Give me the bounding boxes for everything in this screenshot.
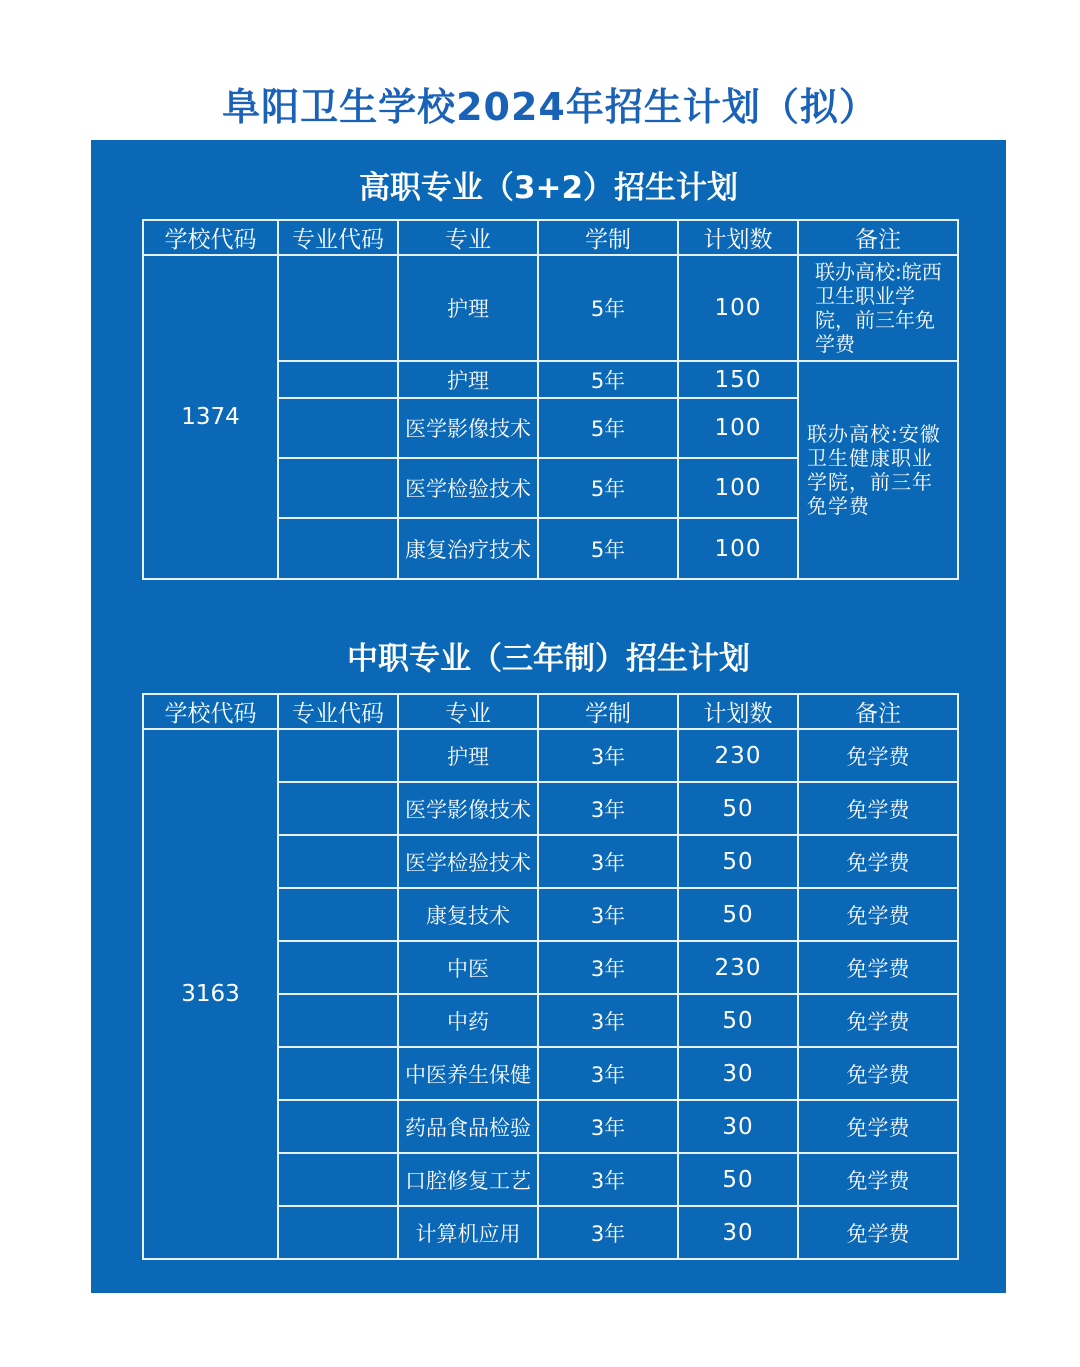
major: 护理 — [398, 361, 538, 398]
major: 医学检验技术 — [398, 835, 538, 888]
remark: 免学费 — [798, 888, 958, 941]
remark: 免学费 — [798, 1153, 958, 1206]
remark: 免学费 — [798, 994, 958, 1047]
major-code — [278, 729, 398, 782]
major-code — [278, 941, 398, 994]
header-cell: 专业 — [398, 220, 538, 255]
plan-panel — [91, 140, 1006, 1293]
table-header — [143, 220, 958, 255]
header-cell: 备注 — [798, 694, 958, 729]
major-code — [278, 1206, 398, 1259]
plan-count: 50 — [678, 994, 798, 1047]
remark: 免学费 — [798, 1047, 958, 1100]
table-row — [143, 729, 958, 782]
higher-plan-table — [142, 219, 959, 580]
major-code — [278, 835, 398, 888]
major: 口腔修复工艺 — [398, 1153, 538, 1206]
major: 护理 — [398, 255, 538, 361]
plan-count: 50 — [678, 888, 798, 941]
header-cell: 学制 — [538, 220, 678, 255]
major: 医学影像技术 — [398, 398, 538, 458]
plan-count: 230 — [678, 941, 798, 994]
years: 3年 — [538, 729, 678, 782]
major: 护理 — [398, 729, 538, 782]
remark: 免学费 — [798, 729, 958, 782]
major-code — [278, 398, 398, 458]
major-code — [278, 994, 398, 1047]
remark: 免学费 — [798, 941, 958, 994]
major: 康复治疗技术 — [398, 518, 538, 579]
header-cell: 专业代码 — [278, 220, 398, 255]
major-code — [278, 361, 398, 398]
major-code — [278, 255, 398, 361]
plan-count: 100 — [678, 518, 798, 579]
plan-count: 230 — [678, 729, 798, 782]
header-cell: 专业 — [398, 694, 538, 729]
header-cell: 计划数 — [678, 220, 798, 255]
major-code — [278, 1047, 398, 1100]
plan-count: 50 — [678, 782, 798, 835]
school-code: 3163 — [143, 729, 278, 1259]
years: 5年 — [538, 458, 678, 518]
years: 3年 — [538, 888, 678, 941]
header-cell: 计划数 — [678, 694, 798, 729]
major-code — [278, 1153, 398, 1206]
major-code — [278, 782, 398, 835]
years: 3年 — [538, 941, 678, 994]
header-cell: 专业代码 — [278, 694, 398, 729]
header-cell: 备注 — [798, 220, 958, 255]
plan-count: 30 — [678, 1100, 798, 1153]
major: 中医养生保健 — [398, 1047, 538, 1100]
years: 3年 — [538, 782, 678, 835]
major: 康复技术 — [398, 888, 538, 941]
header-cell: 学校代码 — [143, 694, 278, 729]
plan-count: 100 — [678, 255, 798, 361]
years: 5年 — [538, 255, 678, 361]
major: 药品食品检验 — [398, 1100, 538, 1153]
plan-count: 30 — [678, 1206, 798, 1259]
remark: 免学费 — [798, 782, 958, 835]
header-cell: 学制 — [538, 694, 678, 729]
higher-section-title: 高职专业（3+2）招生计划 — [358, 170, 739, 206]
plan-count: 150 — [678, 361, 798, 398]
major: 计算机应用 — [398, 1206, 538, 1259]
years: 3年 — [538, 1100, 678, 1153]
major: 医学检验技术 — [398, 458, 538, 518]
major-code — [278, 1100, 398, 1153]
table-header — [143, 694, 958, 729]
major: 中药 — [398, 994, 538, 1047]
remark: 免学费 — [798, 835, 958, 888]
remark: 联办高校:安徽卫生健康职业学院，前三年免学费 — [798, 361, 958, 579]
years: 5年 — [538, 518, 678, 579]
school-code: 1374 — [143, 255, 278, 579]
plan-count: 30 — [678, 1047, 798, 1100]
years: 3年 — [538, 835, 678, 888]
years: 5年 — [538, 398, 678, 458]
table-row — [143, 255, 958, 361]
plan-count: 50 — [678, 835, 798, 888]
secondary-plan-table — [142, 693, 959, 1260]
plan-count: 50 — [678, 1153, 798, 1206]
major: 中医 — [398, 941, 538, 994]
remark: 联办高校:皖西卫生职业学院，前三年免学费 — [798, 255, 958, 361]
remark: 免学费 — [798, 1206, 958, 1259]
major-code — [278, 458, 398, 518]
major-code — [278, 888, 398, 941]
major: 医学影像技术 — [398, 782, 538, 835]
years: 3年 — [538, 1047, 678, 1100]
years: 3年 — [538, 1153, 678, 1206]
years: 3年 — [538, 994, 678, 1047]
years: 5年 — [538, 361, 678, 398]
header-cell: 学校代码 — [143, 220, 278, 255]
plan-count: 100 — [678, 458, 798, 518]
page-title: 阜阳卫生学校2024年招生计划（拟） — [222, 85, 878, 129]
years: 3年 — [538, 1206, 678, 1259]
plan-count: 100 — [678, 398, 798, 458]
secondary-section-title: 中职专业（三年制）招生计划 — [347, 641, 750, 677]
major-code — [278, 518, 398, 579]
remark: 免学费 — [798, 1100, 958, 1153]
